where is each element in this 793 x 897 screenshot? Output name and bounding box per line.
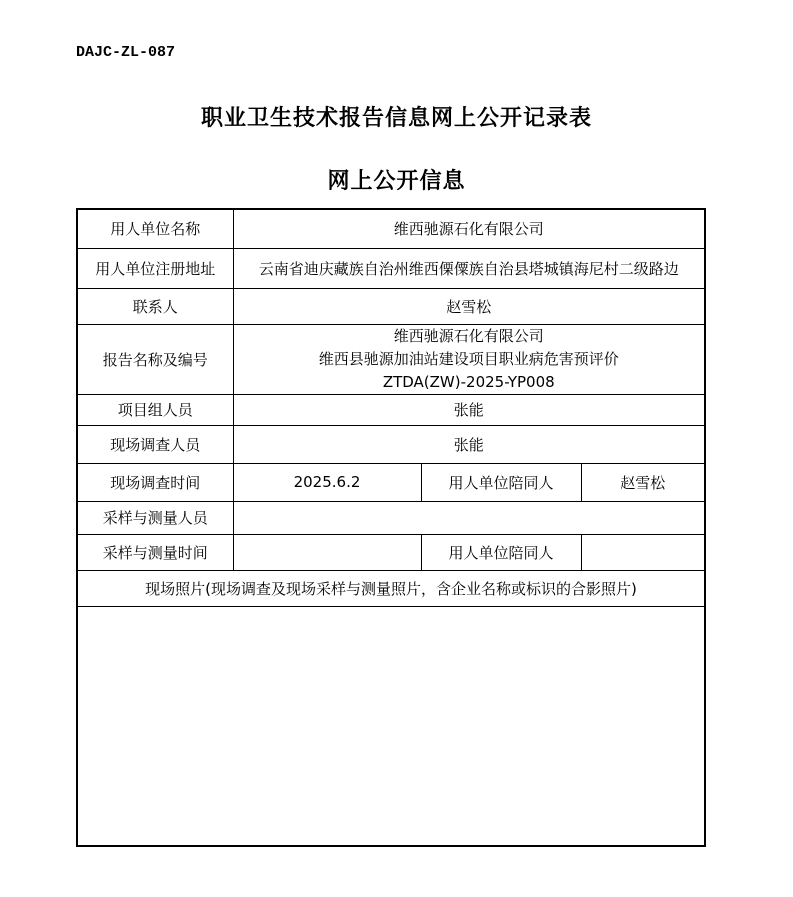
row-site-survey-time: [77, 463, 705, 501]
sampling-time-label: 采样与测量时间: [77, 534, 233, 570]
main-title: 职业卫生技术报告信息网上公开记录表: [200, 106, 592, 131]
row-contact: [77, 288, 705, 324]
employer-name-label: 用人单位名称: [77, 209, 233, 248]
sampling-staff-label: 采样与测量人员: [77, 501, 233, 534]
document-code: DAJC-ZL-087: [76, 44, 176, 61]
report-value-line-1: 维西驰源石化有限公司: [393, 326, 544, 345]
row-employer-name: [77, 209, 705, 248]
row-sampling-staff: [77, 501, 705, 534]
contact-label: 联系人: [77, 288, 233, 324]
site-survey-companion-value: 赵雪松: [581, 463, 705, 501]
contact-value: 赵雪松: [233, 288, 705, 324]
site-survey-time-value: 2025.6.2: [233, 463, 421, 501]
report-value: [233, 324, 705, 394]
report-value-line-2: 维西县驰源加油站建设项目职业病危害预评价: [318, 349, 619, 368]
section-title: 网上公开信息: [327, 169, 466, 194]
sampling-companion-label: 用人单位陪同人: [421, 534, 581, 570]
row-sampling-time: [77, 534, 705, 570]
row-report-name-number: [77, 324, 705, 394]
row-site-survey-staff: [77, 425, 705, 463]
employer-address-value: 云南省迪庆藏族自治州维西傈僳族自治县塔城镇海尼村二级路边: [233, 248, 705, 288]
sampling-staff-value: [233, 501, 705, 534]
project-team-value: 张能: [233, 394, 705, 425]
employer-address-label: 用人单位注册地址: [77, 248, 233, 288]
project-team-label: 项目组人员: [77, 394, 233, 425]
row-photos-area: [77, 606, 705, 846]
site-survey-time-label: 现场调查时间: [77, 463, 233, 501]
site-survey-companion-label: 用人单位陪同人: [421, 463, 581, 501]
site-survey-staff-value: 张能: [233, 425, 705, 463]
report-value-line-3: ZTDA(ZW)-2025-YP008: [382, 372, 555, 391]
employer-name-value: 维西驰源石化有限公司: [233, 209, 705, 248]
photos-label: 现场照片(现场调查及现场采样与测量照片，含企业名称或标识的合影照片): [77, 570, 705, 606]
row-employer-address: [77, 248, 705, 288]
info-table: [76, 208, 706, 847]
photos-area: [77, 606, 705, 846]
site-survey-staff-label: 现场调查人员: [77, 425, 233, 463]
report-label: 报告名称及编号: [77, 324, 233, 394]
sampling-time-value: [233, 534, 421, 570]
sampling-companion-value: [581, 534, 705, 570]
row-photos-header: [77, 570, 705, 606]
row-project-team: [77, 394, 705, 425]
